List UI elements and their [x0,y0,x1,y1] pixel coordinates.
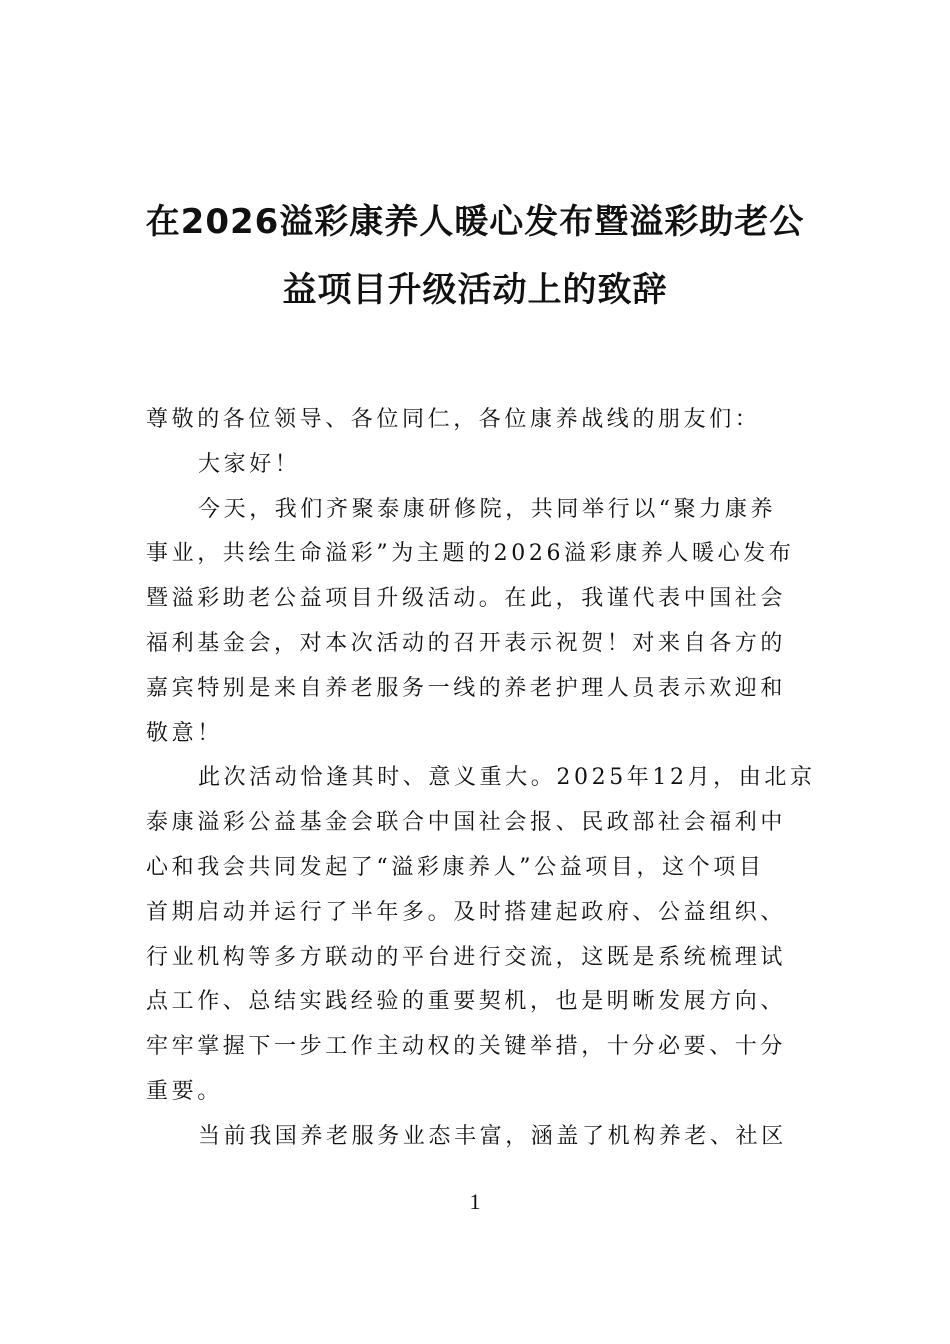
body-line: 今天，我们齐聚泰康研修院，共同举行以“聚力康养 [198,496,777,522]
body-line: 行业机构等多方联动的平台进行交流，这既是系统梳理试 [146,944,787,970]
body-line: 重要。 [146,1078,223,1104]
body-line: 此次活动恰逢其时、意义重大。2025年12月，由北京 [198,765,816,791]
body-line: 点工作、总结实践经验的重要契机，也是明晰发展方向、 [146,989,787,1015]
document-body [146,398,816,1160]
page-number: 1 [469,1189,481,1214]
body-line: 福利基金会，对本次活动的召开表示祝贺！对来自各方的 [146,630,787,656]
title-line-1: 在2026溢彩康养人暖心发布暨溢彩助老公 [145,202,805,242]
body-line: 嘉宾特别是来自养老服务一线的养老护理人员表示欢迎和 [146,675,787,701]
body-line: 暨溢彩助老公益项目升级活动。在此，我谨代表中国社会 [146,586,787,612]
body-line: 尊敬的各位领导、各位同仁，各位康养战线的朋友们： [146,407,761,432]
body-line: 敬意！ [146,720,223,746]
body-line: 心和我会共同发起了“溢彩康养人”公益项目，这个项目 [146,854,765,880]
document-title [120,188,830,324]
body-line: 泰康溢彩公益基金会联合中国社会报、民政部社会福利中 [146,810,787,836]
body-line: 首期启动并运行了半年多。及时搭建起政府、公益组织、 [146,899,787,925]
body-line: 牢牢掌握下一步工作主动权的关键举措，十分必要、十分 [146,1034,787,1060]
body-line: 事业，共绘生命溢彩”为主题的2026溢彩康养人暖心发布 [146,541,795,567]
title-line-2: 益项目升级活动上的致辞 [282,270,668,310]
body-line: 大家好！ [198,451,301,477]
body-line: 当前我国养老服务业态丰富，涵盖了机构养老、社区 [198,1123,787,1149]
